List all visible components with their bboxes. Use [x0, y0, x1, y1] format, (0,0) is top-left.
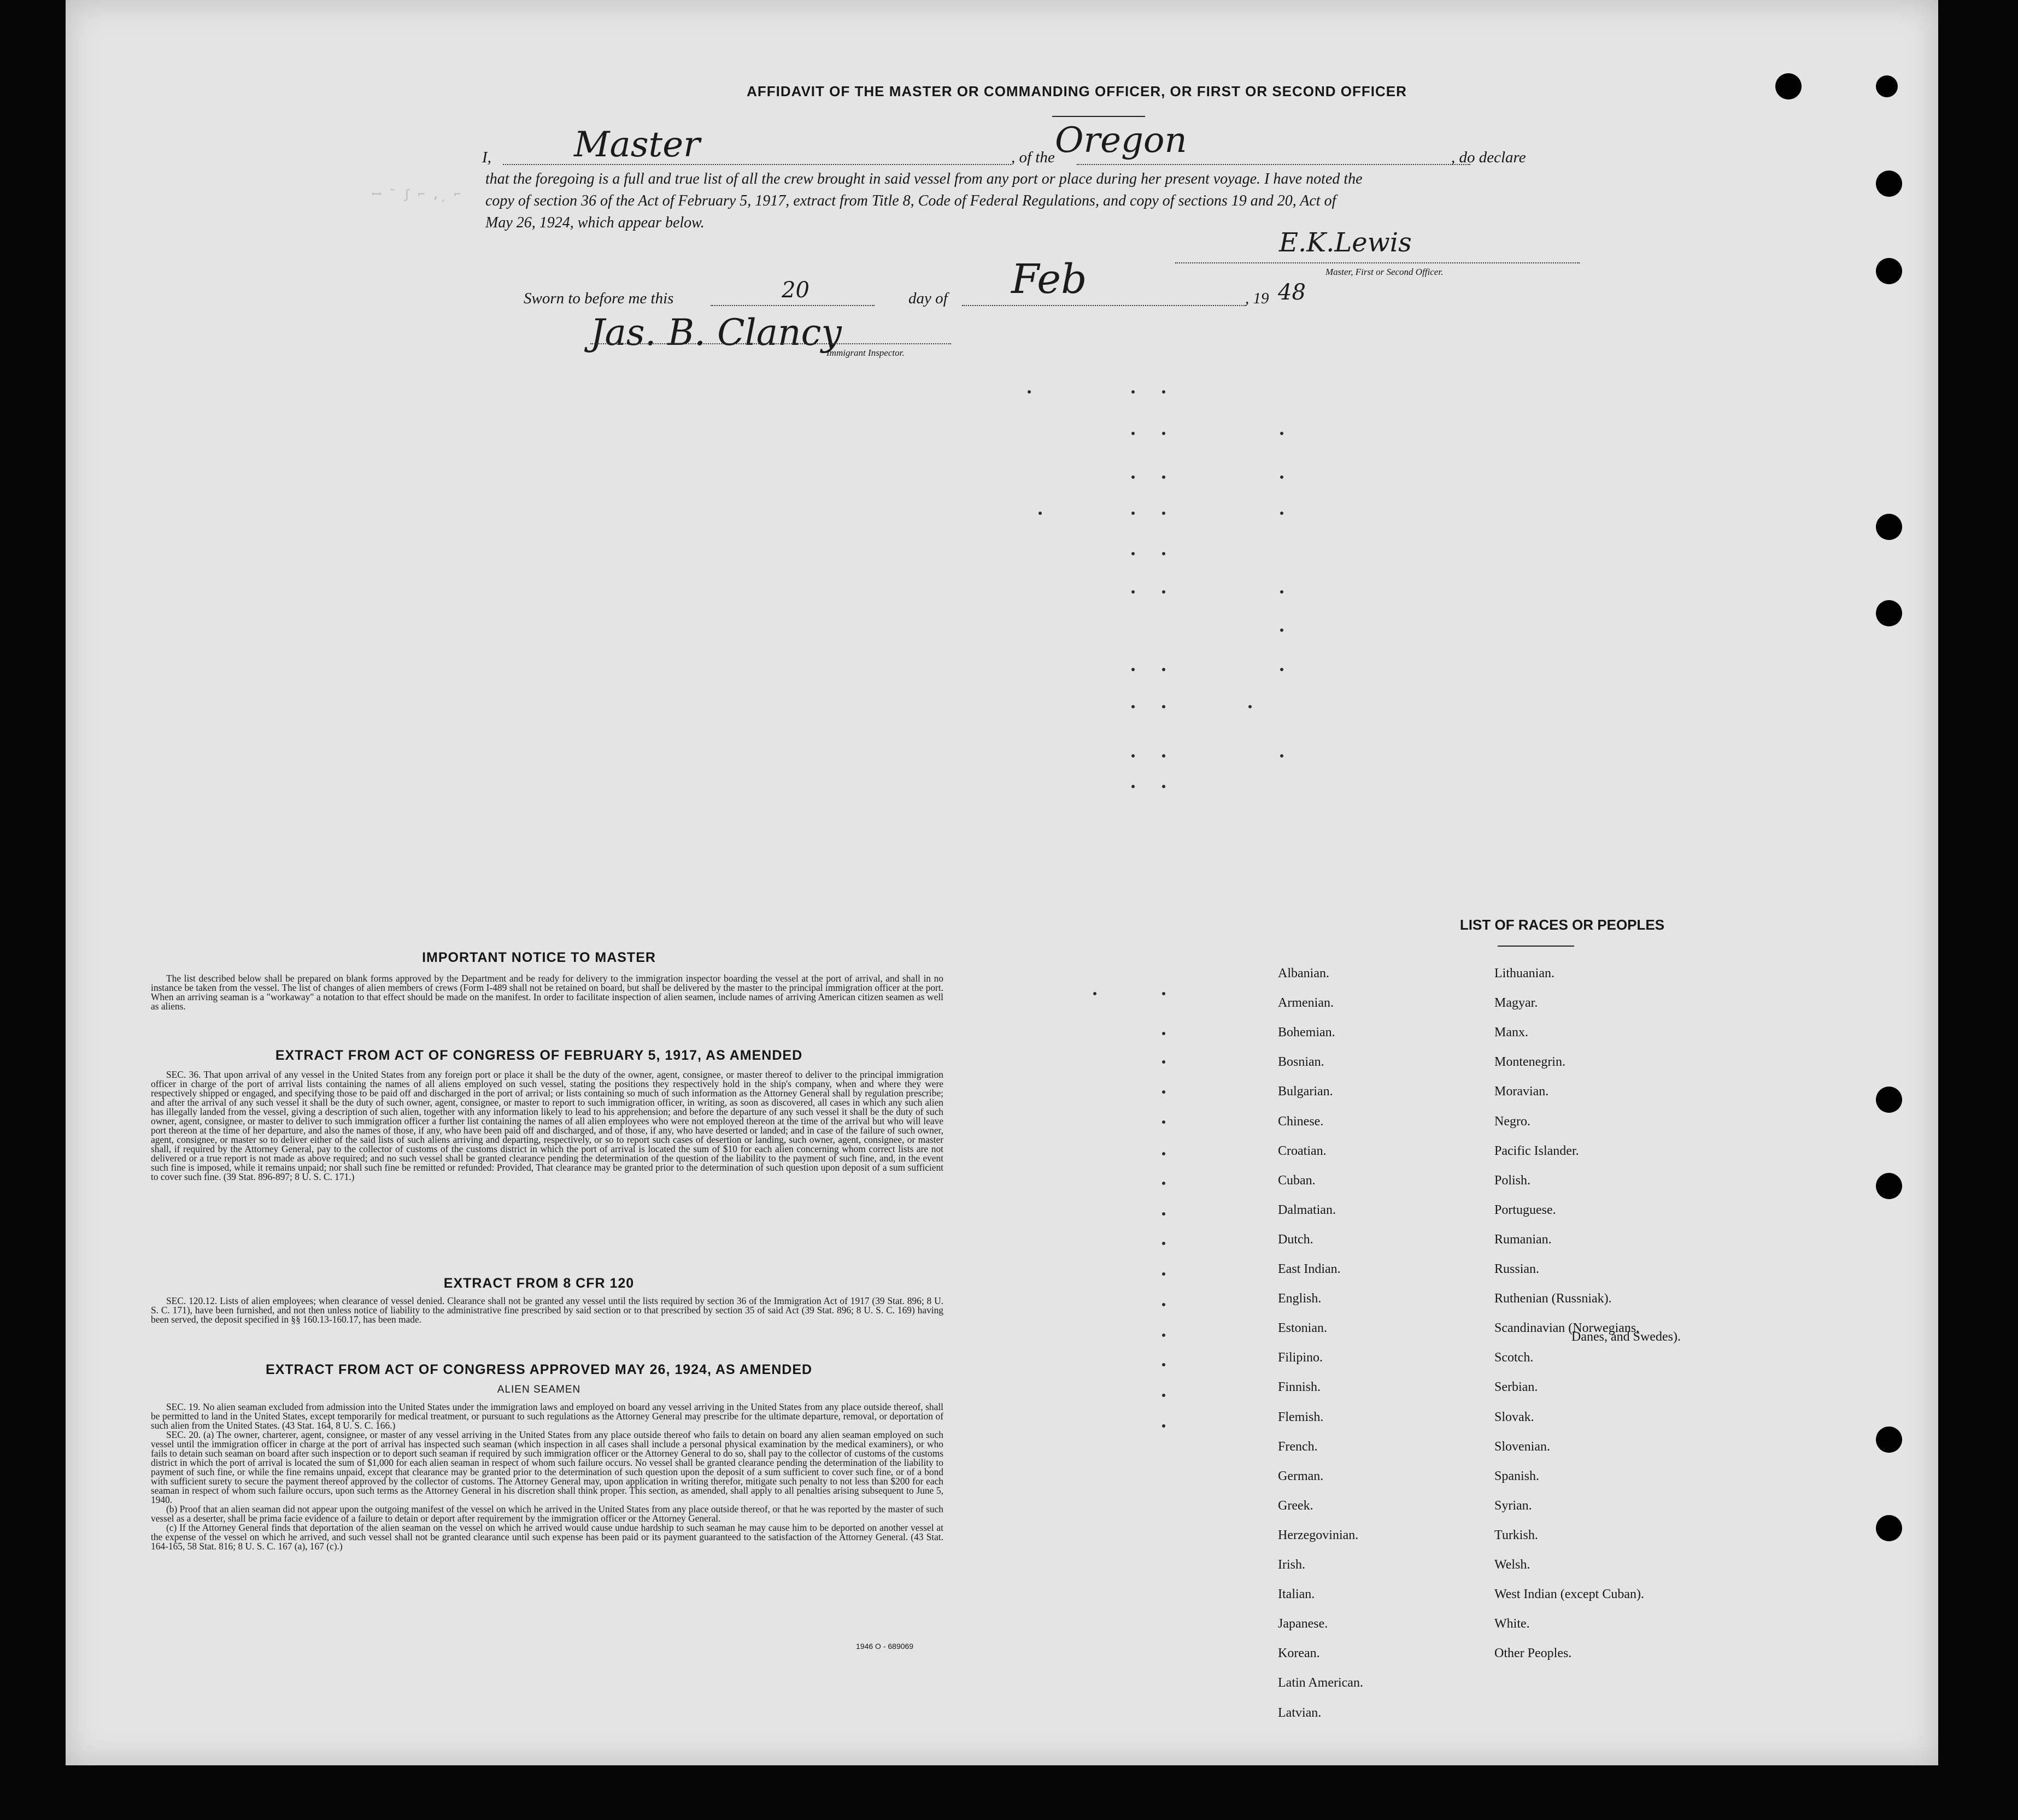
race-item: Chinese. [1278, 1114, 1324, 1129]
inspector-label: Immigrant Inspector. [826, 348, 905, 358]
sworn-label: Sworn to before me this [524, 290, 674, 307]
race-item: Polish. [1494, 1173, 1531, 1188]
master-signature-label: Master, First or Second Officer. [1325, 267, 1444, 277]
notice-body [151, 974, 943, 1011]
form-dot [1162, 475, 1165, 479]
form-dot [1162, 1060, 1165, 1064]
day-dotline [711, 305, 875, 306]
affidavit-line-4: May 26, 1924, which appear below. [485, 214, 705, 231]
punch-hole [1876, 1515, 1902, 1541]
race-item: French. [1278, 1439, 1318, 1454]
punch-hole [1876, 258, 1902, 284]
form-dot [1280, 512, 1283, 515]
master-signature: E.K.Lewis [1279, 227, 1412, 258]
punch-hole [1876, 171, 1902, 197]
punch-hole [1876, 1087, 1902, 1113]
section-20b-paragraph: (b) Proof that an alien seaman did not appear upon the outgoing manifest of the vessel on which he arrived in the United States from any place outside thereof, or that he was reported by the master of such vessel as a deserter, shall be prima facie evidence of a failure to detain or deport after requirement by the immigration officer or the Attorney General. [151, 1504, 943, 1524]
race-item: Rumanian. [1494, 1232, 1552, 1247]
race-item: Pacific Islander. [1494, 1143, 1579, 1158]
form-dot [1162, 390, 1165, 394]
race-item: Portuguese. [1494, 1202, 1556, 1217]
vessel-handwritten: Oregon [1055, 120, 1187, 161]
form-dot [1162, 1303, 1165, 1306]
bleed-through-marks: ꟷ ˜ ʃ ⌐ ,ˏ ⌐ [372, 188, 461, 202]
print-code: 1946 O - 689069 [856, 1642, 914, 1651]
race-item: Serbian. [1494, 1380, 1538, 1395]
form-dot [1162, 1242, 1165, 1245]
form-dot [1162, 785, 1165, 788]
race-item: Finnish. [1278, 1380, 1321, 1395]
form-dot [1162, 668, 1165, 671]
form-dot [1093, 992, 1096, 995]
race-item: Cuban. [1278, 1173, 1316, 1188]
race-item: Scotch. [1494, 1351, 1534, 1365]
form-dot [1131, 590, 1135, 594]
alien-seamen-subheading: ALIEN SEAMEN [497, 1384, 581, 1395]
races-heading-rule [1498, 946, 1574, 947]
form-dot [1162, 1090, 1165, 1094]
punch-hole [1876, 75, 1898, 97]
race-item: Dutch. [1278, 1232, 1313, 1247]
race-item: Herzegovinian. [1278, 1528, 1359, 1542]
race-item: Ruthenian (Russniak). [1494, 1291, 1612, 1306]
affidavit-line-3: copy of section 36 of the Act of February 5, 1917, extract from Title 8, Code of Federal Regulations, and copy of sections 19 and 20, Act of [485, 192, 1336, 209]
punch-hole [1876, 514, 1902, 540]
master-handwritten: Master [574, 125, 700, 165]
race-item: Korean. [1278, 1646, 1320, 1661]
form-dot [1162, 1424, 1165, 1428]
form-dot [1280, 475, 1283, 479]
race-item: Russian. [1494, 1262, 1540, 1276]
section-36-paragraph: SEC. 36. That upon arrival of any vessel in the United States from any foreign port or place it shall be the duty of the owner, agent, consignee, or master thereof to deliver to the principal immigration officer in charge of the port of arrival lists containing the names of all aliens employed on such vessel, stating the positions they respectively hold in the ship's company, when and where they were respectively shipped or engaged, and specifying those to be paid off and discharged in the port of arrival; or lists containing so much of such information as the Attorney General shall by regulation prescribe; and after the arrival of any such vessel it shall be the duty of such owner, agent, consignee, or master to report to such immigration officer, in writing, as soon as discovered, all cases in which any such alien has illegally landed from the vessel, giving a description of such alien, together with any information likely to lead to his apprehension; and before the departure of any such vessel it shall be the duty of such owner, agent, consignee, or master to deliver to such immigration officer a further list containing the names of all alien employees who were not employed thereon at the time of the arrival but who will leave port thereon at the time of her departure, and also the names of those, if any, who have been paid off and discharged, and of those, if any, who have deserted or landed; and in case of the failure of such owner, agent, consignee, or master so to deliver either of the said lists of such aliens arriving and departing, respectively, or so to report such cases of desertion or landing, such owner, agent, consignee, or master shall, if required by the Attorney General, pay to the collector of customs of the customs district in which the port of arrival is located the sum of $10 for each alien concerning whom correct lists are not delivered or a true report is not made as above required; and no such vessel shall be granted clearance pending the determination of the question of the liability to the payment of such fine, and, in the event such fine is imposed, while it remains unpaid; nor shall such fine be remitted or refunded: Provided, That clearance may be granted prior to the determination of such question upon deposit of a sum sufficient to cover such fine. (39 Stat. 896-897; 8 U. S. C. 171.) [151, 1069, 943, 1182]
form-dot [1162, 1182, 1165, 1185]
race-item: West Indian (except Cuban). [1494, 1587, 1644, 1602]
punch-hole [1876, 600, 1902, 626]
vessel-dotline [1077, 164, 1470, 165]
race-item: Syrian. [1494, 1498, 1532, 1513]
form-dot [1162, 992, 1165, 995]
race-item: Filipino. [1278, 1351, 1323, 1365]
form-dot [1131, 668, 1135, 671]
form-dot [1131, 552, 1135, 555]
form-dot [1280, 432, 1283, 435]
form-dot [1162, 1394, 1165, 1397]
extract-1924-heading: EXTRACT FROM ACT OF CONGRESS APPROVED MAY 26, 1924, AS AMENDED [265, 1362, 813, 1377]
race-item: Magyar. [1494, 996, 1538, 1011]
race-item: East Indian. [1278, 1262, 1341, 1276]
extract-1917-body [151, 1070, 943, 1182]
form-dot [1162, 512, 1165, 515]
affidavit-line-2: that the foregoing is a full and true list of all the crew brought in said vessel from any port or place during her present voyage. I have noted the [485, 171, 1363, 187]
month-dotline [962, 305, 1246, 306]
title-rule [1052, 116, 1145, 117]
extract-cfr-body [151, 1296, 943, 1324]
section-20a-paragraph: SEC. 20. (a) The owner, charterer, agent, consignee, or master of any vessel arriving in the United States from any place outside thereof who fails to detain on board any alien seaman employed on such vessel until the immigration officer in charge at the port of arrival has inspected such seaman (which inspection in all cases shall include a personal physical examination by the medical examiners), or who fails to detain such seaman on board after such inspection or to deport such seaman if required by such immigration officer or the Attorney General to do so, shall pay to the collector of customs of the customs district in which the port of arrival is located the sum of $1,000 for each alien seaman in respect of whom such failure occurs. No vessel shall be granted clearance pending the determination of the liability to payment of such fine, or while the fine remains unpaid, except that clearance may be granted prior to the determination of such question upon the deposit of a sum sufficient to cover such fine, or of a bond with sufficient surety to secure the payment thereof approved by the collector of customs. The Attorney General may, upon application in writing therefor, mitigate such penalty to not less than $200 for each seaman in respect of whom such failure occurs, upon such terms as the Attorney General in his discretion shall think proper. This section, as amended, shall apply to all penalties arising subsequent to June 5, 1940. [151, 1429, 943, 1505]
race-item: Latvian. [1278, 1705, 1322, 1720]
race-item: Bulgarian. [1278, 1084, 1333, 1099]
form-dot [1162, 432, 1165, 435]
race-item: Slovak. [1494, 1410, 1534, 1424]
punch-hole [1775, 73, 1802, 99]
form-dot [1162, 1120, 1165, 1124]
year-prefix: , 19 [1245, 290, 1269, 307]
form-dot [1131, 512, 1135, 515]
race-item: Bohemian. [1278, 1025, 1335, 1040]
race-item: Turkish. [1494, 1528, 1538, 1542]
race-item: Flemish. [1278, 1410, 1324, 1424]
form-dot [1162, 705, 1165, 708]
form-dot [1280, 590, 1283, 594]
form-dot [1028, 390, 1031, 394]
form-dot [1162, 1152, 1165, 1155]
notice-heading: IMPORTANT NOTICE TO MASTER [422, 950, 656, 965]
form-dot [1162, 754, 1165, 758]
section-20c-paragraph: (c) If the Attorney General finds that deportation of the alien seaman on the vessel on which he arrived would cause undue hardship to such seaman he may cause him to be deported on another vessel at the expense of the vessel on which he arrived, and such vessel shall not be granted clearance until such expense has been paid or its payment guaranteed to the satisfaction of the Attorney General. (43 Stat. 164-165, 58 Stat. 816; 8 U. S. C. 167 (a), 167 (c).) [151, 1522, 943, 1552]
form-dot [1131, 475, 1135, 479]
race-item: Japanese. [1278, 1617, 1328, 1631]
race-item: Armenian. [1278, 996, 1334, 1011]
section-19-paragraph: SEC. 19. No alien seaman excluded from admission into the United States under the immigration laws and employed on board any vessel arriving in the United States from any place outside thereof, shall be permitted to land in the United States, except temporarily for medical treatment, or pursuant to such regulations as the Attorney General may prescribe for the ultimate departure, removal, or deportation of such alien from the United States. (43 Stat. 164, 8 U. S. C. 166.) [151, 1401, 943, 1431]
day-of-label: day of [908, 290, 948, 307]
race-item: Albanian. [1278, 966, 1329, 981]
form-dot [1162, 1334, 1165, 1337]
form-dot [1162, 552, 1165, 555]
race-item: English. [1278, 1291, 1322, 1306]
day-handwritten: 20 [782, 278, 809, 303]
race-item: Manx. [1494, 1025, 1528, 1040]
form-dot [1131, 754, 1135, 758]
form-dot [1131, 390, 1135, 394]
race-item: Estonian. [1278, 1321, 1327, 1336]
race-item: White. [1494, 1617, 1530, 1631]
form-dot [1162, 1272, 1165, 1276]
race-item-scandinavian-cont: Danes, and Swedes). [1571, 1330, 1681, 1344]
form-dot [1131, 785, 1135, 788]
extract-1917-heading: EXTRACT FROM ACT OF CONGRESS OF FEBRUARY 5, 1917, AS AMENDED [275, 1048, 803, 1063]
extract-1924-body [151, 1402, 943, 1551]
race-item: Montenegrin. [1494, 1055, 1565, 1070]
punch-hole [1876, 1426, 1902, 1453]
race-item: German. [1278, 1469, 1324, 1483]
race-item: Other Peoples. [1494, 1646, 1572, 1661]
race-item: Moravian. [1494, 1084, 1549, 1099]
document-page [66, 0, 1938, 1765]
form-dot [1162, 590, 1165, 594]
form-dot [1162, 1212, 1165, 1216]
form-dot [1280, 754, 1283, 758]
punch-hole [1876, 1173, 1902, 1199]
i-label: I, [482, 149, 491, 166]
do-declare-label: , do declare [1451, 149, 1526, 166]
form-dot [1162, 1363, 1165, 1366]
race-item: Italian. [1278, 1587, 1315, 1602]
affidavit-title: AFFIDAVIT OF THE MASTER OR COMMANDING OFFICER, OR FIRST OR SECOND OFFICER [747, 83, 1407, 99]
notice-paragraph: The list described below shall be prepared on blank forms approved by the Department and be ready for delivery to the immigration inspector boarding the vessel at the port of arrival, and shall in no instance be taken from the vessel. The list of changes of alien members of crews (Form I-489 shall not be retained on board, but shall be delivered by the master to the principal immigration officer at the port. When an arriving seaman is a "workaway" a notation to that effect should be made on the manifest. In order to facilitate inspection of alien seamen, include names of arriving American citizen seamen as well as aliens. [151, 973, 943, 1012]
form-dot [1280, 629, 1283, 632]
race-item: Dalmatian. [1278, 1202, 1336, 1217]
race-item: Welsh. [1494, 1558, 1530, 1572]
section-120-12-paragraph: SEC. 120.12. Lists of alien employees; when clearance of vessel denied. Clearance shall not be granted any vessel until the lists required by section 36 of the Immigration Act of 1917 (39 Stat. 896; 8 U. S. C. 171), have been furnished, and not then unless notice of liability to the administrative fine prescribed by said section or to that prescribed by section 35 of said Act (39 Stat. 896; 8 U. S. C. 169) having been served, the deposit specified in §§ 160.13-160.17, has been made. [151, 1295, 943, 1325]
race-item: Greek. [1278, 1498, 1313, 1513]
race-item: Croatian. [1278, 1143, 1327, 1158]
form-dot [1039, 512, 1042, 515]
race-item: Scandinavian (Norwegians, [1494, 1321, 1640, 1336]
race-item: Lithuanian. [1494, 966, 1554, 981]
race-item: Irish. [1278, 1558, 1305, 1572]
race-item: Latin American. [1278, 1676, 1363, 1690]
form-dot [1131, 432, 1135, 435]
form-dot [1131, 705, 1135, 708]
race-item: Slovenian. [1494, 1439, 1550, 1454]
race-item: Spanish. [1494, 1469, 1540, 1483]
inspector-signature: Jas. B. Clancy [590, 312, 842, 354]
month-handwritten: Feb [1011, 256, 1087, 303]
signature-dotline [1175, 262, 1580, 263]
extract-cfr-heading: EXTRACT FROM 8 CFR 120 [443, 1276, 635, 1291]
of-the-label: , of the [1011, 149, 1055, 166]
year-handwritten: 48 [1278, 280, 1306, 305]
inspector-dotline [590, 343, 951, 344]
races-heading: LIST OF RACES OR PEOPLES [1459, 917, 1665, 933]
race-item: Negro. [1494, 1114, 1530, 1129]
form-dot [1248, 705, 1252, 708]
race-item: Bosnian. [1278, 1055, 1324, 1070]
form-dot [1280, 668, 1283, 671]
form-dot [1162, 1032, 1165, 1035]
